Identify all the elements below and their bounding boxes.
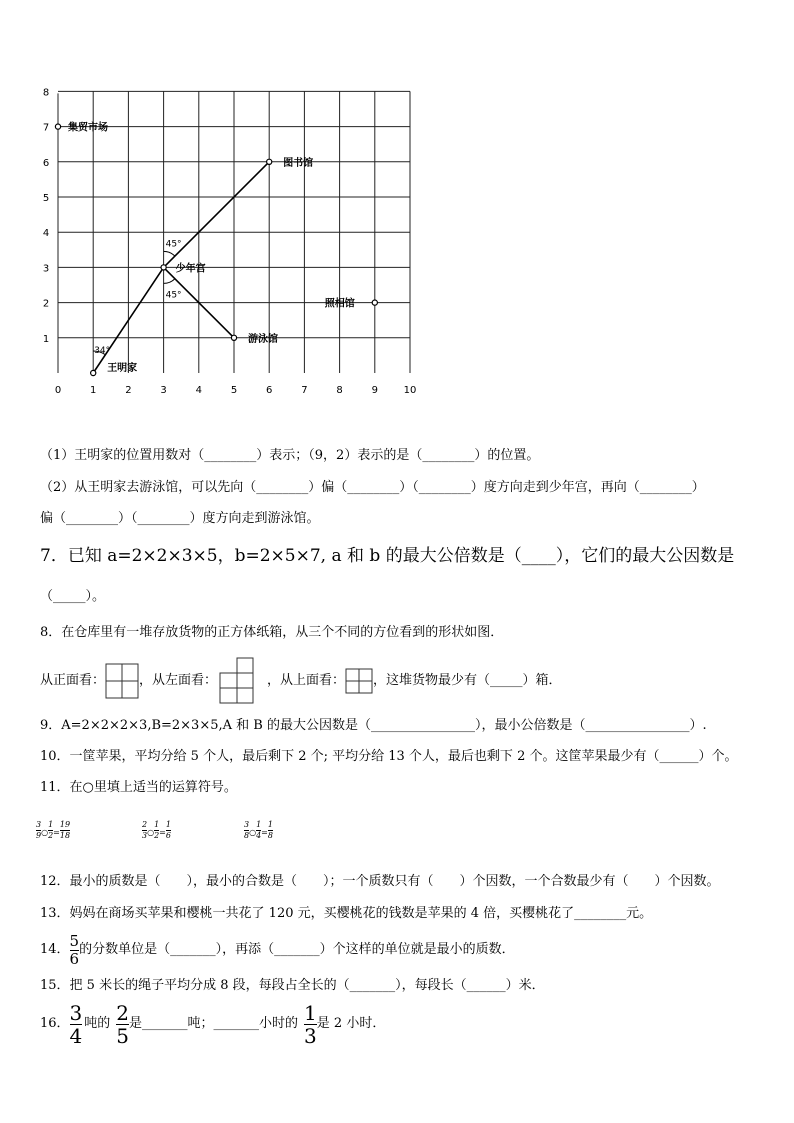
question-14-text: 的分数单位是（_______），再添（_______）个这样的单位就是最小的质数． — [79, 942, 515, 957]
angle-label: 34° — [94, 346, 111, 356]
frac-num: 5 — [69, 931, 80, 950]
frac-num: 1 — [304, 1000, 317, 1025]
question-7-line-2: （_____）。 — [40, 589, 106, 604]
left-view-figure — [219, 657, 255, 705]
frac-den: 4 — [256, 831, 262, 840]
frac-den: 6 — [69, 949, 80, 968]
question-11: 11．在○里填上适当的运算符号。 — [40, 780, 237, 795]
question-14-number: 14． — [40, 942, 70, 957]
y-tick-label: 3 — [42, 263, 50, 275]
question-16 — [40, 1002, 385, 1046]
y-tick-label: 5 — [42, 193, 50, 204]
question-15: 15．把 5 米长的绳子平均分成 8 段，每段占全长的（_______），每段长（______）米． — [40, 978, 545, 993]
grid-lines — [58, 91, 410, 373]
place-point — [91, 370, 96, 375]
question-16-text-3: 是 2 小时． — [316, 1016, 386, 1031]
question-16-text-2: 是_______吨；_______小时的 — [129, 1016, 299, 1031]
x-tick-label: 8 — [336, 385, 343, 396]
question-13: 13．妈妈在商场买苹果和樱桃一共花了 120 元，买樱桃花的钱数是苹果的 4 倍，买樱桃花了________元。 — [40, 906, 653, 921]
circle-slot[interactable]: ○ — [41, 828, 49, 837]
x-tick-label: 1 — [90, 385, 97, 396]
y-tick-label: 4 — [42, 228, 50, 240]
x-tick-label: 0 — [54, 385, 62, 396]
frac-den: 8 — [244, 831, 250, 840]
circle-slot[interactable]: ○ — [147, 828, 155, 837]
question-6-part-2b: 偏（________）（________）度方向走到游泳馆。 — [40, 511, 320, 526]
left-view-label: ，从左面看： — [139, 673, 218, 688]
question-11-item-3: $\frac{3}{8}$ ○ $\frac{1}{4}$ = $\frac{1}{8}$ — [244, 820, 273, 840]
x-tick-label: 5 — [230, 385, 238, 396]
question-6-part-2a: （2）从王明家去游泳馆，可以先向（________）偏（________）（________）度方向走到少年宫，再向（________） — [40, 480, 705, 495]
route-segment — [164, 162, 270, 268]
frac-num: 2 — [116, 1000, 130, 1025]
place-label: 少年宫 — [175, 263, 206, 275]
coordinate-grid-figure — [36, 80, 426, 400]
frac-den: 9 — [36, 831, 42, 840]
question-10: 10．一筐苹果，平均分给 5 个人，最后剩下 2 个; 平均分给 13 个人，最后也剩下 2 个。这筐苹果最少有（______）个。 — [40, 749, 738, 764]
question-6-part-1: （1）王明家的位置用数对（________）表示；（9，2）表示的是（________）的位置。 — [40, 448, 540, 463]
question-12: 12．最小的质数是（ ），最小的合数是（ ）；一个质数只有（ ）个因数，一个合数最少有（ ）个因数。 — [40, 874, 720, 889]
y-tick-label: 6 — [42, 157, 50, 169]
x-tick-label: 10 — [403, 385, 417, 396]
question-9: 9．A=2×2×2×3,B=2×3×5,A 和 B 的最大公因数是（________________），最小公倍数是（________________）. — [40, 718, 707, 733]
frac-den: 2 — [48, 831, 54, 840]
place-label: 王明家 — [107, 363, 138, 374]
top-view-label: ，从上面看： — [267, 673, 346, 688]
angle-label: 45° — [165, 290, 182, 301]
place-label: 游泳馆 — [248, 333, 278, 345]
question-8: 8．在仓库里有一堆存放货物的正方体纸箱，从三个不同的方位看到的形状如图． — [40, 625, 504, 640]
place-label: 图书馆 — [283, 157, 314, 169]
frac-den: 3 — [304, 1023, 317, 1048]
frac-num: 3 — [69, 1000, 83, 1025]
question-16-number: 16． — [40, 1016, 70, 1031]
top-view-figure — [345, 668, 373, 694]
angle-arc — [164, 251, 175, 256]
frac-num: 19 — [59, 820, 71, 829]
frac-num: 3 — [36, 820, 42, 829]
question-8-views — [40, 656, 562, 706]
frac-num: 1 — [165, 820, 171, 829]
frac-den: 3 — [142, 831, 148, 840]
question-14 — [40, 930, 515, 970]
fraction-two-fifths — [116, 1000, 130, 1048]
y-tick-label: 2 — [42, 298, 50, 310]
x-tick-label: 6 — [266, 385, 273, 396]
y-tick-label: 1 — [42, 333, 50, 345]
angle-label: 45° — [165, 239, 182, 250]
y-tick-label: 8 — [42, 87, 50, 99]
question-16-text-1: 吨的 — [84, 1016, 111, 1031]
x-tick-label: 7 — [301, 385, 308, 396]
frac-num: 1 — [48, 820, 54, 829]
place-point — [231, 335, 236, 340]
angle-arc — [164, 279, 175, 284]
frac-den: 4 — [69, 1023, 83, 1048]
x-tick-label: 9 — [371, 385, 378, 396]
x-tick-label: 3 — [160, 385, 167, 396]
frac-den: 2 — [154, 831, 160, 840]
frac-num: 2 — [142, 820, 148, 829]
front-view-label: 从正面看： — [40, 673, 106, 688]
fraction-one-third — [304, 1000, 317, 1048]
frac-den: 5 — [116, 1023, 130, 1048]
question-11-item-1: $\frac{3}{9}$ ○ $\frac{1}{2}$ = $\frac{19}{18}$ — [36, 820, 71, 840]
frac-den: 8 — [267, 831, 273, 840]
frac-den: 18 — [59, 831, 71, 840]
x-tick-label: 4 — [195, 385, 202, 396]
place-point — [55, 124, 60, 129]
place-point — [372, 300, 377, 305]
question-7-line-1: 7．已知 a=2×2×3×5，b=2×5×7, a 和 b 的最大公倍数是（____），它们的最大公因数是 — [40, 546, 735, 566]
frac-num: 3 — [244, 820, 250, 829]
frac-num: 1 — [154, 820, 160, 829]
front-view-figure — [105, 663, 139, 699]
question-8-end: ，这堆货物最少有（_____）箱． — [373, 673, 562, 688]
y-tick-label: 7 — [42, 122, 50, 134]
x-tick-label: 2 — [125, 385, 132, 396]
frac-num: 1 — [256, 820, 262, 829]
circle-slot[interactable]: ○ — [249, 828, 257, 837]
place-point — [267, 159, 272, 164]
frac-num: 1 — [267, 820, 273, 829]
place-point — [161, 265, 166, 270]
frac-den: 6 — [165, 831, 171, 840]
question-11-item-2: $\frac{2}{3}$ ○ $\frac{1}{2}$ = $\frac{1}{6}$ — [142, 820, 171, 840]
fraction-three-quarters — [69, 1000, 83, 1048]
fraction-five-sixths — [69, 931, 80, 968]
place-label: 集贸市场 — [68, 122, 108, 134]
place-label: 照相馆 — [324, 298, 355, 310]
